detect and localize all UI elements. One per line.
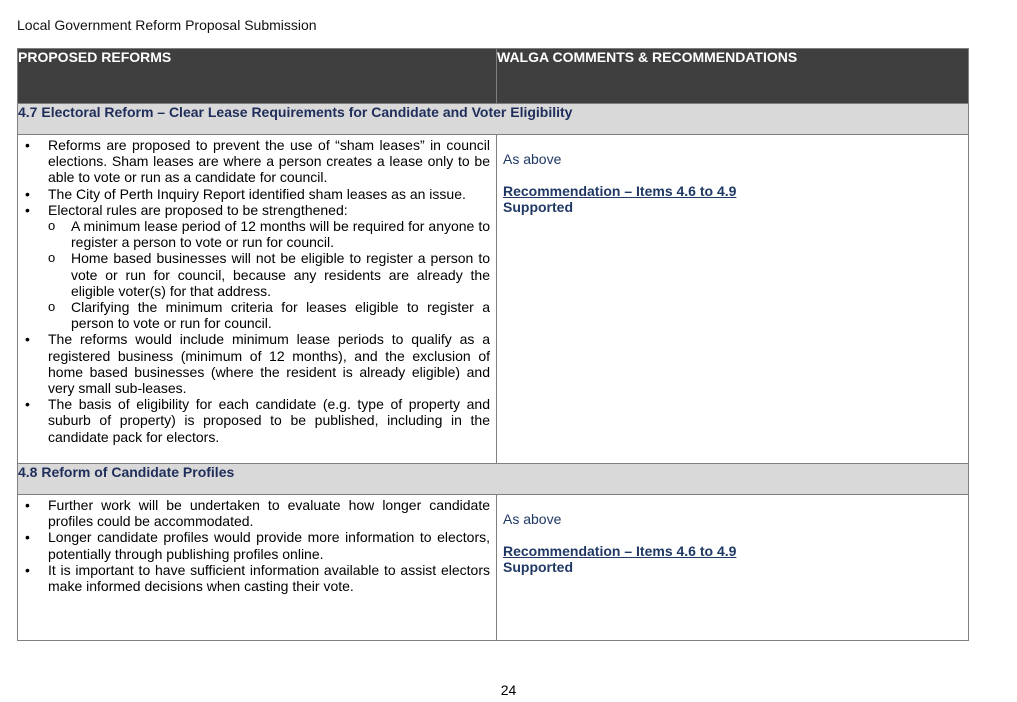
sub-list-item: o Home based businesses will not be eligible to register a person to vote or run for council, because any residents are already the eligible voter(s) for that address. [48, 250, 490, 299]
page-number: 24 [500, 682, 517, 698]
list-item: • The City of Perth Inquiry Report identified sham leases as an issue. [18, 186, 490, 202]
comment-text: As above [503, 151, 562, 167]
comment-text: As above [503, 511, 562, 527]
list-item: • Reforms are proposed to prevent the use of “sham leases” in council elections. Sham leases are where a person creates a lease only to be able to vote or run as a candidate for council. [18, 137, 490, 186]
section-heading-4-8: 4.8 Reform of Candidate Profiles [18, 464, 969, 495]
reform-proposals-table [17, 48, 969, 641]
walga-comments-cell [497, 135, 969, 464]
section-heading-row [18, 464, 969, 495]
sub-bullet-list [48, 218, 490, 331]
document-header-title: Local Government Reform Proposal Submission [17, 17, 317, 33]
proposed-reforms-cell [18, 495, 497, 641]
bullet-list [18, 497, 490, 594]
table-row [18, 495, 969, 641]
column-header-walga-comments: WALGA COMMENTS & RECOMMENDATIONS [497, 49, 969, 104]
table-header-row [18, 49, 969, 104]
table-row [18, 135, 969, 464]
recommendation-status: Supported [503, 559, 573, 576]
list-item: • It is important to have sufficient information available to assist electors make informed decisions when casting their vote. [18, 562, 490, 594]
section-heading-4-7: 4.7 Electoral Reform – Clear Lease Requirements for Candidate and Voter Eligibility [18, 104, 969, 135]
list-item: • The basis of eligibility for each candidate (e.g. type of property and suburb of property) is proposed to be published, including in the candidate pack for electors. [18, 396, 490, 445]
recommendation-link[interactable]: Recommendation – Items 4.6 to 4.9 [503, 543, 737, 560]
column-header-proposed-reforms: PROPOSED REFORMS [18, 49, 497, 104]
list-item: • Longer candidate profiles would provide more information to electors, potentially through publishing profiles online. [18, 529, 490, 561]
list-item: • Further work will be undertaken to evaluate how longer candidate profiles could be accommodated. [18, 497, 490, 529]
section-heading-row [18, 104, 969, 135]
walga-comments-cell [497, 495, 969, 641]
recommendation-link[interactable]: Recommendation – Items 4.6 to 4.9 [503, 183, 737, 200]
sub-list-item: o A minimum lease period of 12 months will be required for anyone to register a person to vote or run for council. [48, 218, 490, 250]
proposed-reforms-cell [18, 135, 497, 464]
bullet-list [18, 137, 490, 445]
list-item: • The reforms would include minimum lease periods to qualify as a registered business (minimum of 12 months), and the exclusion of home based businesses (where the resident is already eligible) and very small sub-leases. [18, 331, 490, 396]
sub-list-item: o Clarifying the minimum criteria for leases eligible to register a person to vote or run for council. [48, 299, 490, 331]
recommendation-status: Supported [503, 199, 573, 216]
list-item-text: Electoral rules are proposed to be strengthened: [48, 201, 348, 218]
list-item [18, 202, 490, 332]
